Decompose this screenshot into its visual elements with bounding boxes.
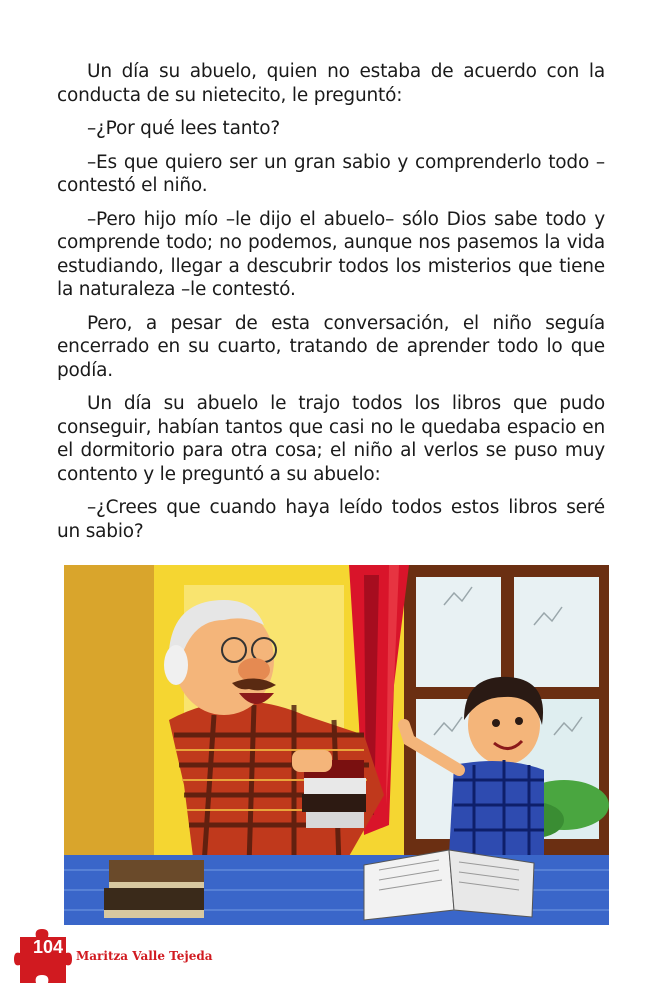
paragraph-3: –Es que quiero ser un gran sabio y comprenderlo todo –contestó el niño.	[57, 151, 605, 196]
paragraph-4: –Pero hijo mío –le dijo el abuelo– sólo Dios sabe todo y comprende todo; no podemos, aunque nos pasemos la vida estudiando, llegar a descubrir todos los misterios que tiene la naturaleza –le contestó.	[57, 208, 605, 300]
paragraph-1: Un día su abuelo, quien no estaba de acuerdo con la conducta de su nietecito, le preguntó:	[57, 61, 605, 106]
paragraph-2: –¿Por qué lees tanto?	[87, 118, 281, 139]
page-number: 104	[32, 937, 64, 957]
open-book	[364, 850, 534, 920]
paragraph-6: Un día su abuelo le trajo todos los libros que pudo conseguir, habían tantos que casi no le quedaba espacio en el dormitorio para otra cosa; el niño al verlos se puso muy contento y le preguntó a su abuelo:	[57, 393, 605, 485]
paragraph-5: Pero, a pesar de esta conversación, el niño seguía encerrado en su cuarto, tratando de aprender todo lo que podía.	[57, 312, 605, 381]
author-name: Maritza Valle Tejeda	[76, 949, 213, 963]
table-book-stack	[104, 860, 204, 918]
story-illustration	[64, 565, 609, 925]
story-text	[57, 60, 605, 553]
paragraph-7: –¿Crees que cuando haya leído todos estos libros seré un sabio?	[57, 497, 605, 542]
